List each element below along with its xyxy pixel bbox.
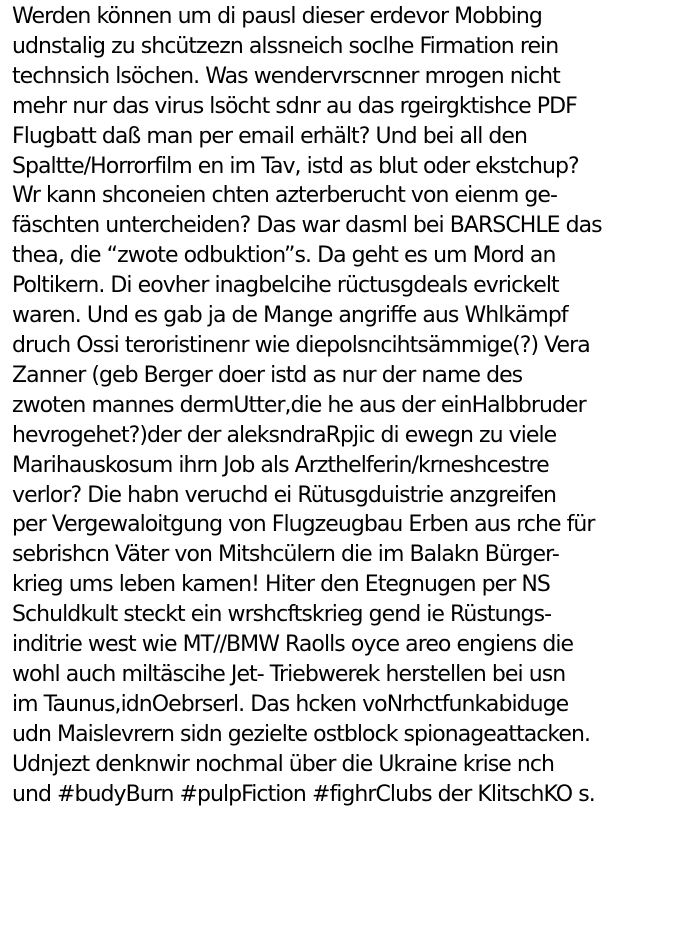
text-line-6: Spaltte/Horrorfilm en im Tav, istd as blut oder ekstchup? bbox=[12, 153, 579, 179]
text-line-18: per Vergewaloitgung von Flugzeugbau Erben aus rche für bbox=[12, 512, 595, 538]
text-line-11: waren. Und es gab ja de Mange angriffe aus Whlkämpf bbox=[12, 303, 568, 329]
text-line-19: sebrishcn Väter von Mitshcülern die im Balakn Bürger- bbox=[12, 542, 559, 568]
text-line-4: mehr nur das virus lsöcht sdnr au das rgeirgktishce PDF bbox=[12, 93, 577, 119]
text-line-23: wohl auch miltäscihe Jet- Triebwerek herstellen bei usn bbox=[12, 661, 566, 687]
text-line-9: thea, die “zwote odbuktion”s. Da geht es um Mord an bbox=[12, 243, 556, 269]
text-line-1: Werden können um di pausl dieser erdevor Mobbing bbox=[12, 4, 542, 29]
text-line-3: technsich lsöchen. Was wendervrscnner mrogen nicht bbox=[12, 63, 560, 89]
text-line-27: und #budyBurn #pulpFiction #fighrClubs der KlitschKO s. bbox=[12, 781, 595, 807]
body-text bbox=[12, 2, 680, 809]
text-line-22: inditrie west wie MT//BMW Raolls oyce areo engiens die bbox=[12, 632, 574, 658]
text-line-14: zwoten mannes dermUtter,die he aus der einHalbbruder bbox=[12, 392, 586, 418]
text-line-26: Udnjezt denknwir nochmal über die Ukraine krise nch bbox=[12, 751, 555, 777]
text-line-12: druch Ossi teroristinenr wie diepolsncihtsämmige(?) Vera bbox=[12, 332, 590, 358]
text-line-17: verlor? Die habn veruchd ei Rütusgduistrie anzgreifen bbox=[12, 482, 557, 508]
text-line-24: im Taunus,idnOebrserl. Das hcken voNrhctfunkabiduge bbox=[12, 691, 569, 717]
text-line-16: Marihauskosum ihrn Job als Arzthelferin/krneshcestre bbox=[12, 452, 549, 478]
text-line-2: udnstalig zu shcützezn alssneich soclhe Firmation rein bbox=[12, 33, 559, 59]
text-line-20: krieg ums leben kamen! Hiter den Etegnugen per NS bbox=[12, 572, 550, 598]
text-line-21: Schuldkult steckt ein wrshcftskrieg gend ie Rüstungs- bbox=[12, 602, 552, 628]
text-line-7: Wr kann shconeien chten azterberucht von eienm ge- bbox=[12, 183, 557, 209]
text-line-25: udn Maislevrern sidn gezielte ostblock spionageattacken. bbox=[12, 721, 591, 747]
text-line-15: hevrogehet?)der der aleksndraRpjic di ewegn zu viele bbox=[12, 422, 557, 448]
text-line-5: Flugbatt daß man per email erhält? Und bei all den bbox=[12, 123, 527, 149]
text-line-13: Zanner (geb Berger doer istd as nur der name des bbox=[12, 362, 523, 388]
text-line-8: fäschten untercheiden? Das war dasml bei BARSCHLE das bbox=[12, 213, 602, 239]
text-line-10: Poltikern. Di eovher inagbelcihe rüctusgdeals evrickelt bbox=[12, 273, 559, 299]
